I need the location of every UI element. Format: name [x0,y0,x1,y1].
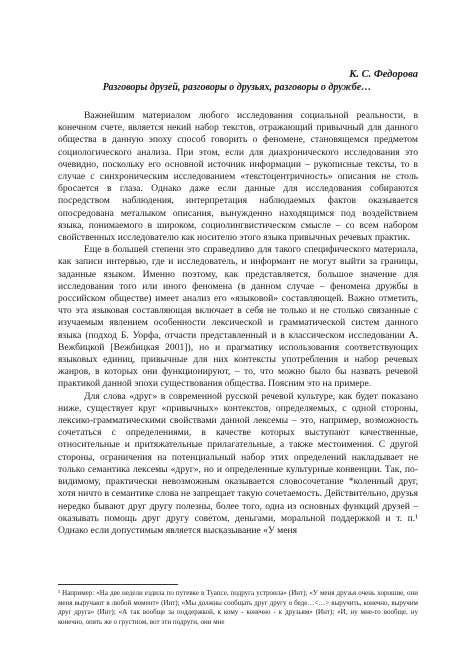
article-title: Разговоры друзей, разговоры о друзьях, разговоры о дружбе… [102,82,372,93]
footnote-separator [58,584,178,585]
paragraph: Еще в большей степени это справедливо для такого специфического материала, как записи интервью, где и исследователь, и информант не могут выйти за границы, заданные языком. Именно поэтому, как представляется, большое значение для исследования того или иного феномена (в данном случае – феномена дружбы в российском обществе) имеет анализ его «языковой» составляющей. Важно отметить, что эта языковая составляющая включает в себя не только и не столько связанные с изучаемым явлением особенности лексической и грамматической систем данного языка (подход Б. Уорфа, отчасти представленный и в классическом исследовании А. Вежбицкой [Вежбицкая 2001]), но и прагматику использования соответствующих языковых единиц, привычные для них контексты употребления и набор речевых жанров, в которых они функционируют, – то, что можно было бы назвать речевой практикой данной эпохи существования общества. Поясним это на примере. [58,244,418,390]
article-body [58,110,418,537]
author-name: К. С. Федорова [349,69,418,80]
paragraph: Важнейшим материалом любого исследования социальной реальности, в конечном счете, является некий набор текстов, отражающий привычный для данного общества в данную эпоху способ говорить о феномене, становящемся предметом социологического анализа. При этом, если для диахронического исследования это очевидно, поскольку его основной источник информации – рукописные тексты, то в случае с синхроническим исследованием «текстоцентричность» описания не столь бросается в глаза. Однако даже если данные для исследования собираются посредством наблюдения, интерпретация наблюдаемых фактов оказывается опосредована металыком описания, вынужденно находящимся под воздействием языка, понимаемого в широком, социолингвистическом смысле – со всем набором свойственных исследователю как носителю этого языка привычных речевых практик. [58,110,418,244]
paragraph: Для слова «друг» в современной русской речевой культуре, как будет показано ниже, существует круг «привычных» контекстов, определяемых, с одной стороны, лексико-грамматическими свойствами данной лексемы – это, например, возможность сочетаться с определениями, в качестве которых выступают качественные, относительные и притяжательные прилагательные, а также местоимения. С другой стороны, ограничения на потенциальный набор этих определений накладывает не только семантика лексемы «друг», но и определенные культурные конвенции. Так, по-видимому, практически невозможным оказывается словосочетание *коленный друг, хотя ничто в семантике слова не запрещает такую сочетаемость. Действительно, друзья нередко бывают друг другу полезны, более того, одна из основных функций друзей – оказывать помощь друг другу советом, деньгами, моральной поддержкой и т. п.¹ Однако если допустимым является высказывание «У меня [58,390,418,536]
footnote: ¹ Например: «На две недели ездила по путевке в Туапсе, подруга устроила» (Инт); «У меня друзья очень хорошие, они меня выручают в любой момент» (Инт); «Мы должны сообщать друг другу о беде…<…> выручить, конечно, выручим друг друга» (Инт); «А так вообще за поддержкой, к кому - конечно - к друзьям» (Инт); «И, ну мне-то вообще, ну конечно, опять же о грустном, вот эти подруги, они мне [58,589,418,626]
